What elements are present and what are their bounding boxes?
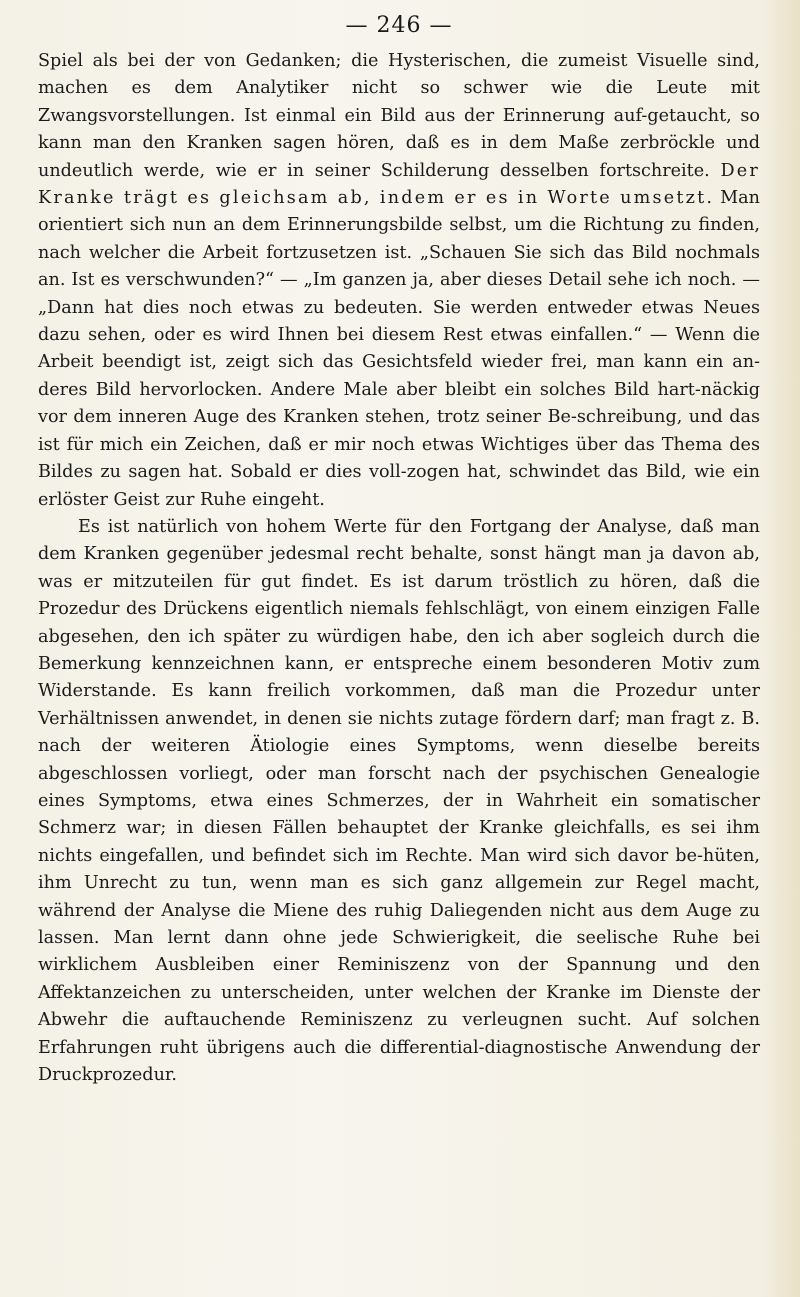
- page-number: — 246 —: [345, 13, 453, 38]
- paragraph-1-before: Spiel als bei der von Gedanken; die Hysterischen, die zumeist Visuelle sind, machen es dem Analytiker nicht so schwer wie die Leute mit Zwangsvorstellungen. Ist einmal ein Bild aus der Erinnerung auf-getaucht, so kann man den Kranken sagen hören, daß es in dem Maße zerbröckle und undeutlich werde, wie er in seiner Schilderung desselben fortschreite.: [38, 51, 760, 181]
- paragraph-1-emphasis: Der Kranke trägt es gleichsam ab, indem er es in Worte umsetzt.: [38, 160, 760, 209]
- paragraph-2: Es ist natürlich von hohem Werte für den Fortgang der Analyse, daß man dem Kranken gegenüber jedesmal recht behalte, sonst hängt man ja davon ab, was er mitzuteilen für gut findet. Es ist darum tröstlich zu hören, daß die Prozedur des Drückens eigentlich niemals fehlschlägt, von einem einzigen Falle abgesehen, den ich später zu würdigen habe, den ich aber sogleich durch die Bemerkung kennzeichnen kann, er entspreche einem besonderen Motiv zum Widerstande. Es kann freilich vorkommen, daß man die Prozedur unter Verhältnissen anwendet, in denen sie nichts zutage fördern darf; man fragt z. B. nach der weiteren Ätiologie eines Symptoms, wenn dieselbe bereits abgeschlossen vorliegt, oder man forscht nach der psychischen Genealogie eines Symptoms, etwa eines Schmerzes, der in Wahrheit ein somatischer Schmerz war; in diesen Fällen behauptet der Kranke gleichfalls, es sei ihm nichts eingefallen, und befindet sich im Rechte. Man wird sich davor be-hüten, ihm Unrecht zu tun, wenn man es sich ganz allgemein zur Regel macht, während der Analyse die Miene des ruhig Daliegenden nicht aus dem Auge zu lassen. Man lernt dann ohne jede Schwierigkeit, die seelische Ruhe bei wirklichem Ausbleiben einer Reminiszenz von der Spannung und den Affektanzeichen zu unterscheiden, unter welchen der Kranke im Dienste der Abwehr die auftauchende Reminiszenz zu verleugnen sucht. Auf solchen Erfahrungen ruht übrigens auch die differential-diagnostische Anwendung der Druckprozedur.: [38, 516, 760, 1086]
- paragraph-1: [38, 48, 760, 514]
- body-text: [38, 48, 760, 1089]
- paragraph-1-after: Man orientiert sich nun an dem Erinnerungsbilde selbst, um die Richtung zu finden, nach welcher die Arbeit fortzusetzen ist. „Schauen Sie sich das Bild nochmals an. Ist es verschwunden?“ — „Im ganzen ja, aber dieses Detail sehe ich noch. — „Dann hat dies noch etwas zu bedeuten. Sie werden entweder etwas Neues dazu sehen, oder es wird Ihnen bei diesem Rest etwas einfallen.“ — Wenn die Arbeit beendigt ist, zeigt sich das Gesichtsfeld wieder frei, man kann ein an-deres Bild hervorlocken. Andere Male aber bleibt ein solches Bild hart-näckig vor dem inneren Auge des Kranken stehen, trotz seiner Be-schreibung, und das ist für mich ein Zeichen, daß er mir noch etwas Wichtiges über das Thema des Bildes zu sagen hat. Sobald er dies voll-zogen hat, schwindet das Bild, wie ein erlöster Geist zur Ruhe eingeht.: [38, 188, 760, 510]
